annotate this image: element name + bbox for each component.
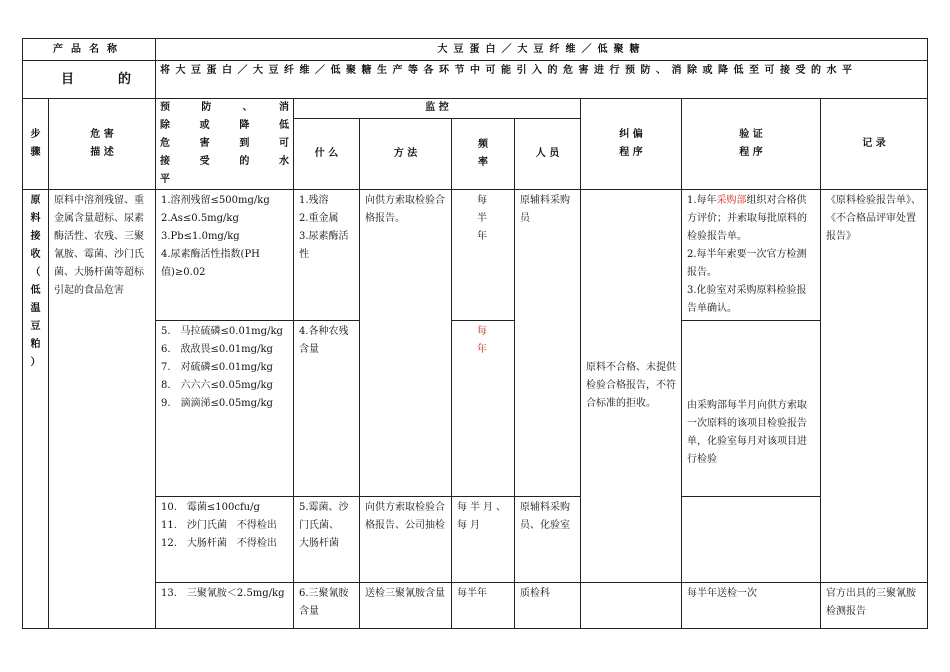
limit-item: 6. 敌敌畏≤0.01mg/kg [161,344,273,355]
what-item: 5.霉菌、沙 [299,502,349,513]
limit-item: 9. 滴滴涕≤0.05mg/kg [161,398,273,409]
column-header-row-1 [23,99,928,119]
frequency-cell [452,190,515,321]
prevent-header-line: 平 [160,174,170,185]
step-char: 料 [30,213,41,224]
limits-cell [156,321,294,497]
step-cell [23,190,49,629]
method-cell: 向供方索取检验合格报告、公司抽检 [360,497,452,583]
limit-item: 1.溶剂残留≤500mg/kg [161,195,270,206]
step-char: 豆 [30,321,41,332]
hazard-header [49,99,156,190]
table-row [23,497,928,583]
step-char: 粕 [30,339,41,350]
product-row [23,39,928,61]
what-item: 大肠杆菌 [299,538,339,549]
frequency-header [452,118,515,189]
step-char: 收 [30,249,41,260]
verify-cell [682,190,821,321]
verify-highlight: 采购部 [716,195,747,206]
correct-header [581,99,682,190]
purpose-value: 将大豆蛋白／大豆纤维／低聚糖生产等各环节中可能引入的危害进行预防、消除或降低至可接受的水平 [156,61,928,99]
prevent-header-line: 预 防 、 消 [160,102,289,113]
verify-cell: 每半年送检一次 [682,583,821,629]
method-header: 方 法 [360,118,452,189]
monitor-header: 监 控 [294,99,581,119]
person-cell: 原辅料采购员 [515,190,581,497]
product-label: 产品名称 [23,39,156,61]
steps-header [23,99,49,190]
verify-cell [682,497,821,583]
what-item: 1.残溶 [299,195,329,206]
correct-cell: 原料不合格、未提供检验合格报告，不符合标准的拒收。 [581,190,682,583]
limit-item: 7. 对硫磷≤0.01mg/kg [161,362,273,373]
method-cell: 向供方索取检验合格报告。 [360,190,452,497]
correct-header-line: 纠 偏 [619,129,643,140]
prevent-header-line: 除 或 降 低 [160,120,289,131]
limit-item: 10. 霉菌≤100cfu/g [161,502,260,513]
purpose-label-right: 的 [117,71,131,87]
frequency-char: 年 [477,344,489,355]
limit-item: 8. 六六六≤0.05mg/kg [161,380,273,391]
record-cell: 《原料检验报告单》、《不合格品评审处置报告》 [821,190,928,583]
what-cell: 6.三聚氰胺含量 [294,583,360,629]
frequency-char: 每 [477,326,489,337]
prevent-header [156,99,294,190]
limits-cell: 13. 三聚氰胺＜2.5mg/kg [156,583,294,629]
hazard-header-line: 描 述 [90,147,114,158]
purpose-label-left: 目 [61,71,75,87]
correct-header-line: 程 序 [619,147,643,158]
correct-cell-empty [581,583,682,629]
verify-cell: 由采购部每半月向供方索取一次原料的该项目检验报告单，化验室每月对该项目进行检验 [682,321,821,497]
record-cell: 官方出具的三聚氰胺检测报告 [821,583,928,629]
verify-item: 2.每半年索要一次官方检测报告。 [687,249,807,278]
step-char: 原 [30,195,41,206]
verify-item: 3.化验室对采购原料检验报告单确认。 [687,285,807,314]
what-item: 门氏菌、 [299,520,339,531]
limit-item: 5. 马拉硫磷≤0.01mg/kg [161,326,283,337]
haccp-plan-table [22,38,928,629]
step-char: 接 [30,231,41,242]
step-char: 温 [30,303,41,314]
table-row [23,190,928,321]
limit-item: 2.As≤0.5mg/kg [161,213,239,224]
hazard-header-line: 危 害 [90,129,114,140]
frequency-cell [452,321,515,497]
frequency-char: 年 [477,231,489,242]
purpose-row [23,61,928,99]
verify-header-line: 验 证 [739,129,763,140]
product-value: 大豆蛋白／大豆纤维／低聚糖 [156,39,928,61]
limit-item: 4.尿素酶活性指数(PH值)≥0.02 [161,249,260,278]
frequency-cell: 每半月、每月 [452,497,515,583]
what-cell: 4.各种农残含量 [294,321,360,497]
person-cell: 质检科 [515,583,581,629]
what-cell [294,190,360,321]
verify-text: 1.每年 [687,195,717,206]
step-char: ） [30,357,41,368]
steps-header-line: 骤 [30,147,41,158]
limits-cell [156,190,294,321]
limit-item: 12. 大肠杆菌 不得检出 [161,538,277,549]
frequency-char: 半 [477,213,489,224]
verify-header [682,99,821,190]
what-header: 什 么 [294,118,360,189]
steps-header-line: 步 [30,129,41,140]
verify-item [687,192,815,246]
table-row [23,321,928,497]
limit-item: 3.Pb≤1.0mg/kg [161,231,240,242]
step-char: （ [30,267,41,278]
step-char: 低 [30,285,41,296]
purpose-label [23,61,156,99]
verify-text: 组织对合格供方评价；并索取每批原料的检验报告单。 [687,195,807,242]
what-cell [294,497,360,583]
what-item: 3.尿素酶活性 [299,231,349,260]
what-item: 2.重金属 [299,213,339,224]
method-cell: 送检三聚氰胺含量 [360,583,452,629]
verify-header-line: 程 序 [739,147,763,158]
frequency-cell: 每半年 [452,583,515,629]
person-header: 人 员 [515,118,581,189]
limit-item: 11. 沙门氏菌 不得检出 [161,520,277,531]
prevent-header-line: 接 受 的 水 [160,156,289,167]
record-header: 记 录 [821,99,928,190]
hazard-cell: 原料中溶剂残留、重金属含量超标、尿素酶活性、农残、三聚氰胺、霉菌、沙门氏菌、大肠杆菌等超标引起的食品危害 [49,190,156,629]
prevent-header-line: 危 害 到 可 [160,138,289,149]
frequency-char: 每 [477,195,489,206]
table-row [23,583,928,629]
person-cell: 原辅料采购员、化验室 [515,497,581,583]
frequency-header-line: 率 [478,156,488,168]
limits-cell [156,497,294,583]
frequency-header-line: 频 [478,138,488,150]
